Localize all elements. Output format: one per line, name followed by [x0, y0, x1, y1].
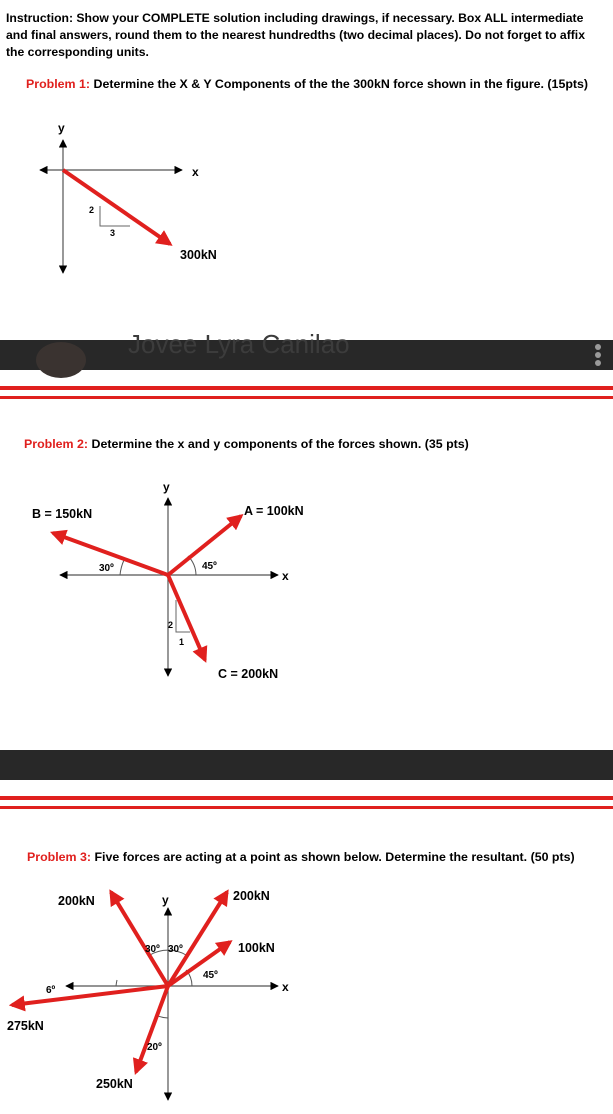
problem3-title: [27, 850, 575, 864]
problem3-force-upper-right-arrow: [168, 892, 227, 986]
problem2-force-b-label: B = 150kN: [32, 507, 93, 521]
problem3-force-upper-left-label: 200kN: [58, 894, 95, 908]
problem2-number: Problem 2:: [24, 437, 89, 451]
problem1-slope-triangle: [100, 206, 130, 226]
problem1-text: Determine the X & Y Components of the the 300kN force shown in the figure. (15pts): [90, 77, 589, 91]
problem2-run-label: 1: [179, 637, 185, 647]
problem2-angle-a-label: 45º: [202, 561, 217, 572]
avatar: [36, 342, 86, 378]
divider-line: [0, 796, 613, 800]
problem2-text: Determine the x and y components of the forces shown. (35 pts): [88, 437, 469, 451]
problem1-y-label: y: [58, 121, 65, 135]
problem3-angle-20-label: 20º: [147, 1042, 162, 1053]
problem3-force-upper-left-arrow: [111, 892, 168, 986]
problem3-force-left-arrow: [12, 986, 168, 1005]
problem2-y-label: y: [163, 480, 170, 494]
problem1-force-arrow: [63, 170, 170, 244]
problem2-force-c-arrow: [168, 575, 205, 660]
problem3-force-left-label: 275kN: [7, 1019, 44, 1033]
problem2-figure: [0, 470, 613, 700]
problem1-number: Problem 1:: [26, 77, 91, 91]
divider-line: [0, 386, 613, 390]
problem3-angle-30-left-label: 30º: [145, 944, 160, 955]
problem2-x-label: x: [282, 569, 289, 583]
problem3-x-label: x: [282, 980, 289, 994]
problem2-force-c-label: C = 200kN: [218, 667, 279, 681]
more-options-icon[interactable]: [595, 344, 601, 366]
problem3-number: Problem 3:: [27, 850, 92, 864]
problem1-figure: [0, 0, 613, 300]
problem2-title: [24, 437, 469, 451]
problem1-force-label: 300kN: [180, 248, 217, 262]
participant-name: Jovee Lyra Canilao: [128, 329, 350, 359]
problem3-arc-20: [158, 1016, 168, 1018]
problem1-rise-label: 2: [89, 205, 95, 215]
problem3-force-bottom-label: 250kN: [96, 1077, 133, 1091]
problem3-force-bottom-arrow: [136, 986, 168, 1072]
divider-line: [0, 806, 613, 809]
divider-line: [0, 396, 613, 399]
problem1-x-label: x: [192, 165, 199, 179]
problem3-angle-6-label: 6º: [46, 985, 56, 996]
problem2-arc-b: [120, 560, 124, 575]
video-band: [0, 750, 613, 780]
problem2-angle-b-label: 30º: [99, 563, 114, 574]
problem3-text: Five forces are acting at a point as shown below. Determine the resultant. (50 pts): [91, 850, 575, 864]
problem2-force-a-label: A = 100kN: [244, 504, 304, 518]
problem3-angle-30-right-label: 30º: [168, 944, 183, 955]
problem1-run-label: 3: [110, 228, 116, 238]
problem3-arc-6: [116, 980, 117, 986]
problem3-figure: [0, 870, 613, 1114]
problem2-rise-label: 2: [168, 620, 174, 630]
problem3-y-label: y: [162, 893, 169, 907]
problem3-force-upper-right-label: 200kN: [233, 889, 270, 903]
problem3-force-right-label: 100kN: [238, 941, 275, 955]
problem3-angle-45-label: 45º: [203, 970, 218, 981]
instruction-text: Instruction: Show your COMPLETE solution including drawings, if necessary. Box ALL intermediate and final answers, round them to the nearest hundredths (two decimal places). Do not forget to affix the corresponding units.: [6, 11, 585, 59]
video-band: [0, 329, 613, 370]
